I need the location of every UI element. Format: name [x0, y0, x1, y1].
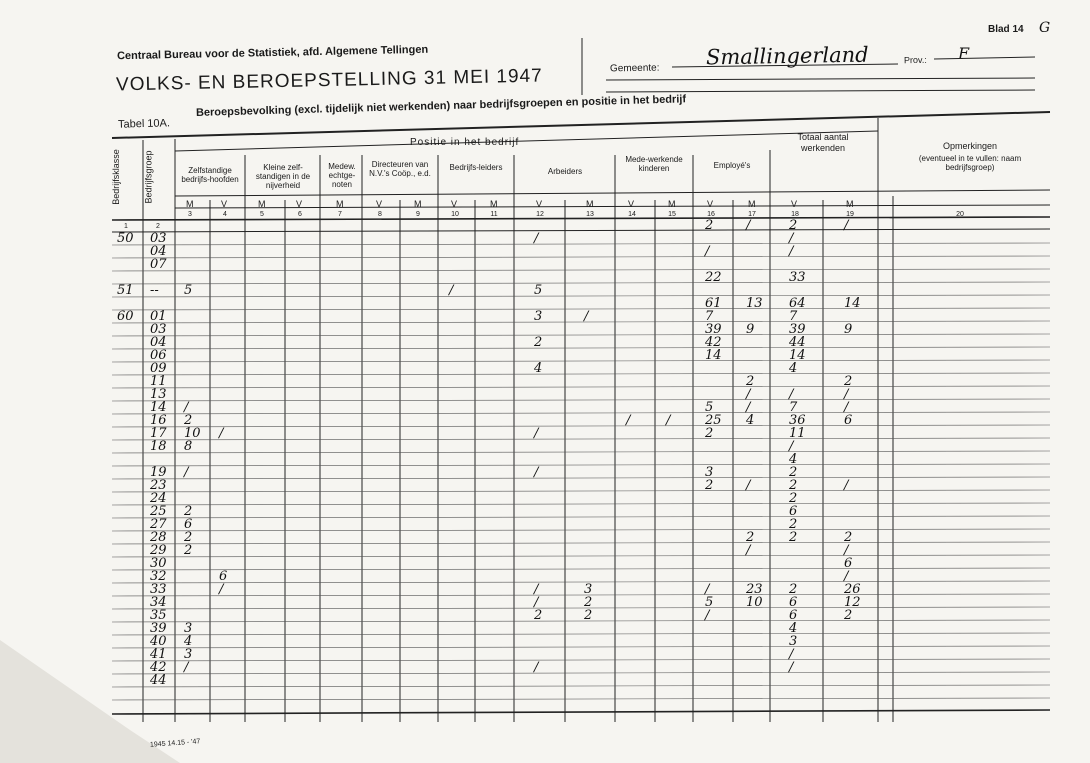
cell-value-c18: / — [789, 647, 794, 662]
cell-value-c19: / — [844, 569, 849, 584]
cell-value-c3: 2 — [184, 504, 193, 519]
column-number: 15 — [668, 211, 676, 218]
print-code: 1945 14.15 - '47 — [149, 738, 201, 749]
column-number: 17 — [748, 211, 756, 218]
subheader-m: M — [258, 199, 266, 209]
cell-value-c3: 2 — [184, 530, 193, 545]
cell-value-c17: / — [746, 387, 751, 402]
cell-value-c18: 6 — [789, 608, 798, 623]
cell-value-c17: / — [746, 218, 751, 233]
cell-value-c12: 5 — [534, 283, 543, 298]
subheader-v: V — [296, 199, 303, 209]
header-leiders: Bedrijfs-leiders — [449, 163, 503, 172]
bedrijfsgroep-code: 18 — [150, 439, 167, 454]
cell-value-c18: 2 — [789, 491, 798, 506]
cell-value-c12: / — [534, 660, 539, 675]
bedrijfsgroep-code: 42 — [150, 660, 167, 675]
cell-value-c17: 2 — [746, 374, 755, 389]
cell-value-c19: 9 — [844, 322, 853, 337]
subheader-m: M — [586, 199, 594, 209]
column-number: 2 — [156, 223, 160, 230]
cell-value-c17: 9 — [746, 322, 755, 337]
cell-value-c16: 39 — [705, 322, 722, 337]
cell-value-c16: / — [705, 582, 710, 597]
bedrijfsgroep-code: 19 — [150, 465, 167, 480]
bedrijfsklasse-code: 50 — [117, 231, 134, 246]
subheader-m: M — [668, 199, 676, 209]
bedrijfsgroep-code: 35 — [150, 608, 167, 623]
subheader-m: M — [748, 199, 756, 209]
cell-value-c16: / — [705, 244, 710, 259]
cell-value-c12: 2 — [534, 335, 543, 350]
prov-value: F — [958, 44, 970, 63]
cell-value-c3: 2 — [184, 413, 193, 428]
cell-value-c13: 2 — [584, 595, 593, 610]
bedrijfsgroep-code: 23 — [150, 478, 167, 493]
cell-value-c15: / — [666, 413, 671, 428]
header-medew: Medew. echtge-noten — [328, 162, 356, 189]
cell-value-c18: 6 — [789, 504, 798, 519]
bedrijfsklasse-code: 60 — [117, 309, 134, 324]
bedrijfsgroep-code: 11 — [150, 374, 167, 389]
cell-value-c18: / — [789, 244, 794, 259]
cell-value-c12: 3 — [534, 309, 543, 324]
cell-value-c19: 12 — [844, 595, 861, 610]
subheader-m: M — [490, 199, 498, 209]
cell-value-c18: 11 — [789, 426, 806, 441]
cell-value-c18: / — [789, 660, 794, 675]
header-arbeiders: Arbeiders — [547, 167, 583, 176]
cell-value-c3: / — [184, 660, 189, 675]
cell-value-c18: 2 — [789, 465, 798, 480]
cell-value-c17: 4 — [746, 413, 755, 428]
header-employes: Employé's — [713, 161, 751, 170]
header-opmerkingen-note: (eventueel in te vullen: naam bedrijfsgroep) — [918, 154, 1022, 172]
cell-value-c16: 14 — [705, 348, 722, 363]
cell-value-c19: 2 — [844, 530, 853, 545]
cell-value-c19: 6 — [844, 413, 853, 428]
cell-value-c3: 8 — [184, 439, 193, 454]
header-kinderen: Mede-werkende kinderen — [625, 155, 683, 173]
cell-value-c4: / — [219, 582, 224, 597]
cell-value-c12: / — [534, 231, 539, 246]
column-number: 6 — [298, 211, 302, 218]
cell-value-c3: / — [184, 400, 189, 415]
column-number: 3 — [188, 211, 192, 218]
cell-value-c19: 2 — [844, 608, 853, 623]
cell-value-c4: / — [219, 426, 224, 441]
subheader-v: V — [376, 199, 383, 209]
bedrijfsgroep-code: 33 — [150, 582, 167, 597]
cell-value-c18: / — [789, 387, 794, 402]
bedrijfsgroep-code: 30 — [150, 556, 167, 571]
bedrijfsgroep-code: 44 — [150, 673, 167, 688]
bedrijfsgroep-code: 14 — [150, 400, 167, 415]
cell-value-c17: 23 — [746, 582, 763, 597]
cell-value-c16: 3 — [705, 465, 714, 480]
cell-value-c17: / — [746, 543, 751, 558]
column-number: 9 — [416, 211, 420, 218]
column-number: 20 — [956, 211, 964, 218]
subheader-v: V — [221, 199, 228, 209]
bedrijfsgroep-code: 25 — [150, 504, 167, 519]
column-number: 8 — [378, 211, 382, 218]
cell-value-c13: / — [584, 309, 589, 324]
cell-value-c19: / — [844, 400, 849, 415]
cell-value-c3: 4 — [184, 634, 193, 649]
cell-value-c18: 4 — [789, 361, 798, 376]
subheader-v: V — [628, 199, 635, 209]
column-number: 13 — [586, 211, 594, 218]
bedrijfsgroep-code: 07 — [150, 257, 167, 272]
bedrijfsgroep-code: 16 — [150, 413, 167, 428]
header-kleine: Kleine zelf-standigen in de nijverheid — [255, 163, 311, 190]
bedrijfsgroep-code: 06 — [150, 348, 167, 363]
cell-value-c18: 39 — [789, 322, 806, 337]
table-title: Beroepsbevolking (excl. tijdelijk niet werkenden) naar bedrijfsgroepen en positie in het bedrijf — [195, 93, 687, 119]
subheader-m: M — [846, 199, 854, 209]
cell-value-c18: 2 — [789, 517, 798, 532]
cell-value-c3: 5 — [184, 283, 193, 298]
subheader-v: V — [536, 199, 543, 209]
column-number: 18 — [791, 211, 799, 218]
cell-value-c18: 4 — [789, 621, 798, 636]
header-opmerkingen: Opmerkingen — [942, 141, 998, 151]
cell-value-c19: / — [844, 218, 849, 233]
bedrijfsgroep-code: 32 — [150, 569, 167, 584]
bedrijfsgroep-code: 29 — [150, 543, 167, 558]
column-number: 16 — [707, 211, 715, 218]
column-number: 12 — [536, 211, 544, 218]
cell-value-c17: 10 — [746, 595, 763, 610]
cell-value-c18: 7 — [789, 400, 798, 415]
column-number: 7 — [338, 211, 342, 218]
gemeente-label: Gemeente: — [609, 62, 660, 75]
cell-value-c16: 25 — [705, 413, 722, 428]
cell-value-c18: 2 — [789, 530, 798, 545]
bedrijfsgroep-code: 27 — [150, 517, 167, 532]
cell-value-c17: / — [746, 400, 751, 415]
header-bedrijfsklasse: Bedrijfsklasse — [110, 149, 121, 205]
table-label: Tabel 10A. — [117, 117, 171, 131]
cell-value-c18: 2 — [789, 478, 798, 493]
cell-value-c16: 7 — [705, 309, 714, 324]
cell-value-c18: 3 — [789, 634, 798, 649]
cell-value-c3: 3 — [184, 647, 193, 662]
cell-value-c16: 2 — [705, 218, 714, 233]
cell-value-c19: / — [844, 543, 849, 558]
cell-value-c3: 10 — [184, 426, 201, 441]
gemeente-value: Smallingerland — [705, 42, 869, 70]
cell-value-c16: 61 — [705, 296, 722, 311]
cell-value-c12: 2 — [534, 608, 543, 623]
cell-value-c19: 2 — [844, 374, 853, 389]
bedrijfsgroep-code: 04 — [150, 244, 167, 259]
cell-value-c19: / — [844, 387, 849, 402]
cell-value-c19: 26 — [844, 582, 861, 597]
cell-value-c18: 7 — [789, 309, 798, 324]
cell-value-c17: / — [746, 478, 751, 493]
cell-value-c18: 44 — [789, 335, 806, 350]
prov-label: Prov.: — [903, 54, 927, 66]
cell-value-c12: / — [534, 426, 539, 441]
cell-value-c13: 3 — [584, 582, 593, 597]
bedrijfsgroep-code: 03 — [150, 231, 167, 246]
cell-value-c12: / — [534, 465, 539, 480]
cell-value-c16: 5 — [705, 400, 714, 415]
bedrijfsgroep-code: 17 — [150, 426, 167, 441]
bedrijfsgroep-code: 09 — [150, 361, 167, 376]
cell-value-c13: 2 — [584, 608, 593, 623]
bedrijfsgroep-code: 24 — [150, 491, 167, 506]
cell-value-c17: 2 — [746, 530, 755, 545]
subheader-v: V — [791, 199, 798, 209]
cell-value-c18: 33 — [789, 270, 806, 285]
cell-value-c16: 42 — [705, 335, 722, 350]
subheader-m: M — [186, 199, 194, 209]
cell-value-c18: 6 — [789, 595, 798, 610]
bedrijfsgroep-code: 03 — [150, 322, 167, 337]
cell-value-c19: 6 — [844, 556, 853, 571]
column-number: 11 — [490, 211, 498, 218]
cell-value-c16: / — [705, 608, 710, 623]
cell-value-c17: 13 — [746, 296, 763, 311]
header-totaal: Totaal aantal werkenden — [797, 132, 849, 153]
column-number: 19 — [846, 211, 854, 218]
bedrijfsgroep-code: 01 — [150, 309, 167, 324]
cell-value-c18: / — [789, 439, 794, 454]
subheader-m: M — [414, 199, 422, 209]
cell-value-c3: 2 — [184, 543, 193, 558]
header-zelfstandige: Zelfstandige bedrijfs-hoofden — [181, 166, 239, 184]
cell-value-c4: 6 — [219, 569, 228, 584]
bedrijfsgroep-code: 41 — [150, 647, 167, 662]
cell-value-c14: / — [626, 413, 631, 428]
cell-value-c3: 3 — [184, 621, 193, 636]
cell-value-c3: / — [184, 465, 189, 480]
cell-value-c18: 2 — [789, 582, 798, 597]
cell-value-c19: / — [844, 478, 849, 493]
cell-value-c3: 6 — [184, 517, 193, 532]
bedrijfsgroep-code: 04 — [150, 335, 167, 350]
column-number: 5 — [260, 211, 264, 218]
header-positie: Positie in het bedrijf — [410, 137, 520, 148]
header-directeuren: Directeuren van N.V.'s Coöp., e.d. — [369, 160, 431, 178]
blad-label: Blad 14 — [988, 24, 1024, 35]
bedrijfsklasse-code: 51 — [117, 283, 134, 298]
column-number: 1 — [124, 223, 128, 230]
blad-value: G — [1039, 20, 1051, 36]
bedrijfsgroep-code: 34 — [150, 595, 167, 610]
cell-value-c10: / — [449, 283, 454, 298]
column-number: 10 — [451, 211, 459, 218]
bedrijfsgroep-code: 28 — [150, 530, 167, 545]
subheader-m: M — [336, 199, 344, 209]
cell-value-c12: / — [534, 595, 539, 610]
bedrijfsgroep-code: 40 — [150, 634, 167, 649]
cell-value-c16: 2 — [705, 426, 714, 441]
bureau-line: Centraal Bureau voor de Statistiek, afd. Algemene Tellingen — [116, 43, 429, 63]
cell-value-c16: 22 — [705, 270, 722, 285]
header-bedrijfsgroep: Bedrijfsgroep — [143, 150, 154, 204]
cell-value-c16: 2 — [705, 478, 714, 493]
cell-value-c16: 5 — [705, 595, 714, 610]
cell-value-c18: / — [789, 231, 794, 246]
cell-value-c18: 36 — [789, 413, 806, 428]
cell-value-c12: 4 — [534, 361, 543, 376]
bedrijfsgroep-code: -- — [150, 283, 159, 298]
cell-value-c18: 2 — [789, 218, 798, 233]
subheader-v: V — [707, 199, 714, 209]
cell-value-c18: 64 — [789, 296, 806, 311]
subheader-v: V — [451, 199, 458, 209]
cell-value-c12: / — [534, 582, 539, 597]
cell-value-c18: 4 — [789, 452, 798, 467]
census-title: VOLKS- EN BEROEPSTELLING 31 MEI 1947 — [115, 65, 543, 96]
cell-value-c19: 14 — [844, 296, 861, 311]
cell-value-c18: 14 — [789, 348, 806, 363]
bedrijfsgroep-code: 39 — [150, 621, 167, 636]
bedrijfsgroep-code: 13 — [150, 387, 167, 402]
column-number: 14 — [628, 211, 636, 218]
column-number: 4 — [223, 211, 227, 218]
